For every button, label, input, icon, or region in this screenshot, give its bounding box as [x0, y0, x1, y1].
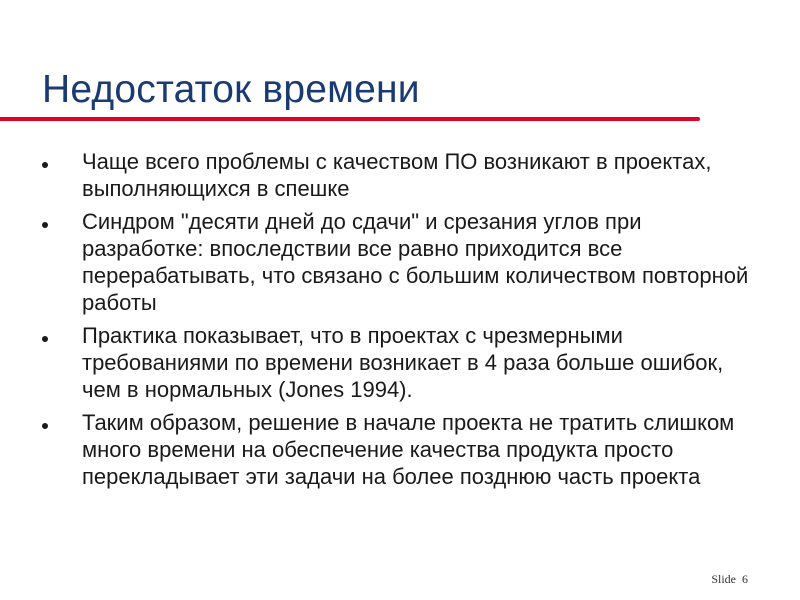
slide-footer: [711, 572, 748, 587]
bullet-item: [40, 409, 760, 490]
bullet-dot-icon: [42, 423, 48, 429]
slide-title: Недостаток времени: [42, 68, 420, 111]
bullet-list: [40, 148, 760, 496]
bullet-item: [40, 148, 760, 202]
bullet-dot-icon: [42, 162, 48, 168]
bullet-text: Синдром "десяти дней до сдачи" и срезания углов при разработке: впоследствии все равно приходится все перерабатывать, что связано с большим количеством повторной работы: [82, 209, 749, 315]
bullet-dot-icon: [42, 222, 48, 228]
bullet-item: [40, 322, 760, 403]
bullet-text: Таким образом, решение в начале проекта не тратить слишком много времени на обеспечение качества продукта просто перекладывает эти задачи на более позднюю часть проекта: [82, 410, 735, 489]
bullet-item: [40, 208, 760, 316]
slide-number: 6: [742, 572, 748, 586]
slide-label: Slide: [711, 572, 736, 586]
bullet-text: Чаще всего проблемы с качеством ПО возникают в проектах, выполняющихся в спешке: [82, 149, 712, 201]
title-underline: [0, 117, 700, 121]
bullet-text: Практика показывает, что в проектах с чрезмерными требованиями по времени возникает в 4 раза больше ошибок, чем в нормальных (Jones 1994).: [82, 323, 724, 402]
bullet-dot-icon: [42, 336, 48, 342]
